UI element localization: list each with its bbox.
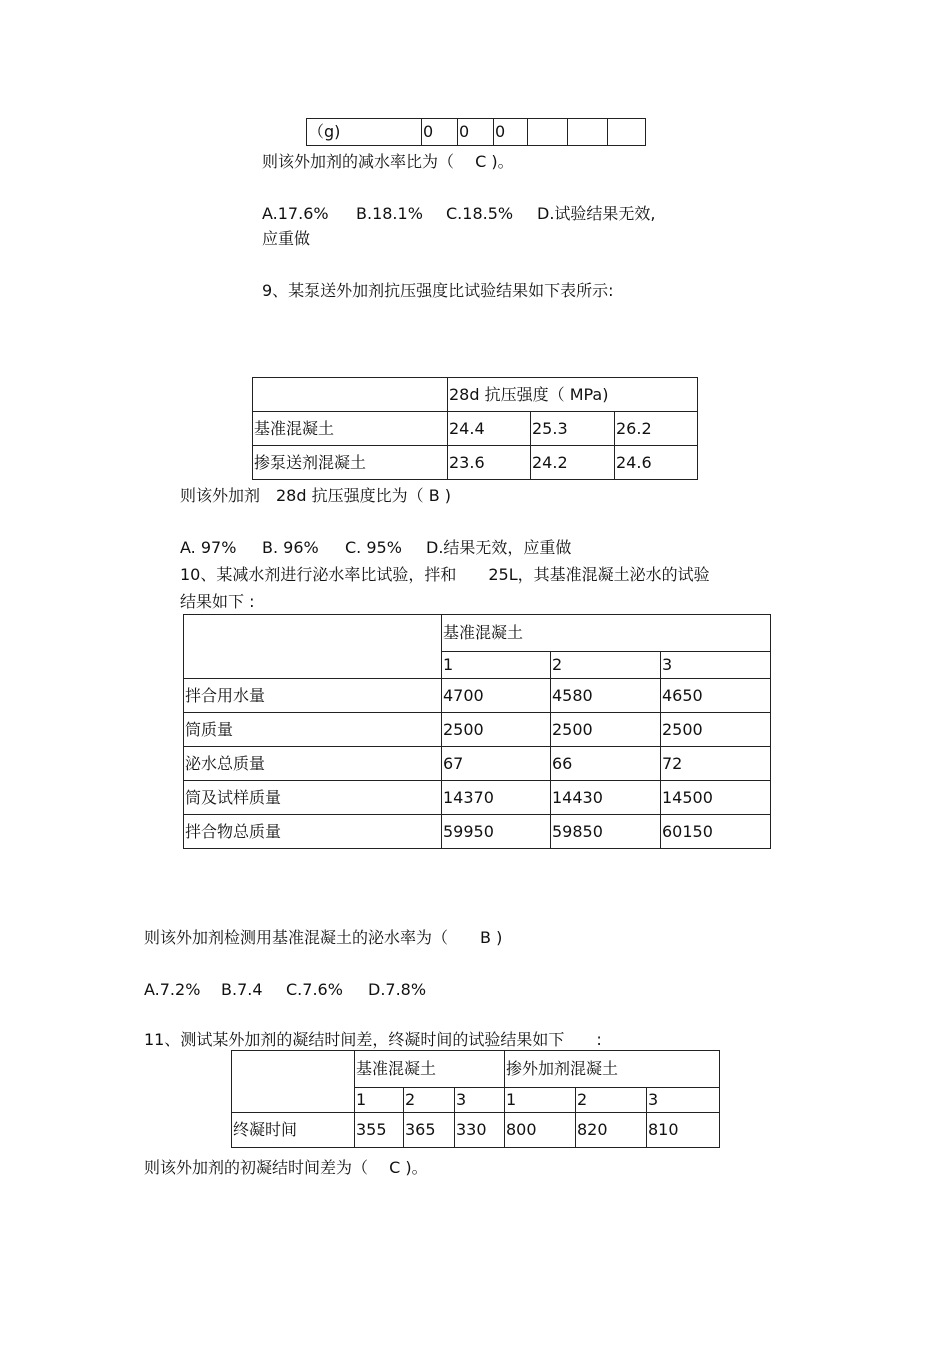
q9-option-a: A. 97% <box>180 538 237 557</box>
table-row <box>307 119 646 146</box>
table-cell: 67 <box>442 747 551 781</box>
row-label: 拌合物总质量 <box>184 815 442 849</box>
table-row <box>253 412 698 446</box>
table-row <box>184 615 771 652</box>
q10-option-a: A.7.2% <box>144 980 201 999</box>
column-header: 1 <box>505 1088 576 1113</box>
table-cell: 14500 <box>661 781 771 815</box>
table-cell: 4580 <box>551 679 661 713</box>
table-cell: 23.6 <box>448 446 531 480</box>
row-label: 拌合用水量 <box>184 679 442 713</box>
row-label: 基准混凝土 <box>253 412 448 446</box>
q10-option-c: C.7.6% <box>286 980 343 999</box>
q8-option-d-cont: 应重做 <box>262 229 311 248</box>
table-row <box>232 1051 720 1088</box>
table-cell: 14370 <box>442 781 551 815</box>
q9-table <box>252 377 698 480</box>
column-header: 3 <box>647 1088 720 1113</box>
q9-option-c: C. 95% <box>345 538 402 557</box>
table-row <box>184 781 771 815</box>
top-table-label: （g) <box>307 119 422 146</box>
column-header: 2 <box>404 1088 455 1113</box>
q11-table <box>231 1050 720 1148</box>
table-cell <box>528 119 568 146</box>
table-cell: 355 <box>355 1113 404 1148</box>
row-label: 终凝时间 <box>232 1113 355 1148</box>
table-cell: 0 <box>422 119 458 146</box>
table-row <box>184 815 771 849</box>
row-label: 掺泵送剂混凝土 <box>253 446 448 480</box>
table-cell: 2500 <box>661 713 771 747</box>
table-cell <box>253 378 448 412</box>
q10-question-line2: 结果如下 : <box>180 592 255 611</box>
top-table <box>306 118 646 146</box>
table-cell: 59850 <box>551 815 661 849</box>
q9-table-header: 28d 抗压强度（ MPa) <box>448 378 698 412</box>
q11-answer: 则该外加剂的初凝结时间差为（ C )。 <box>144 1158 428 1177</box>
table-cell: 14430 <box>551 781 661 815</box>
table-cell: 330 <box>455 1113 505 1148</box>
q10-group-header: 基准混凝土 <box>442 615 771 652</box>
table-row <box>184 679 771 713</box>
table-row <box>253 378 698 412</box>
q10-option-b: B.7.4 <box>221 980 263 999</box>
q8-option-c: C.18.5% <box>446 204 514 223</box>
table-cell: 800 <box>505 1113 576 1148</box>
table-row <box>232 1113 720 1148</box>
table-cell <box>184 615 442 679</box>
q10-option-d: D.7.8% <box>368 980 427 999</box>
table-row <box>253 446 698 480</box>
table-cell <box>608 119 646 146</box>
table-cell: 0 <box>494 119 528 146</box>
column-header: 1 <box>355 1088 404 1113</box>
table-cell: 72 <box>661 747 771 781</box>
table-row <box>184 747 771 781</box>
table-cell: 24.4 <box>448 412 531 446</box>
table-cell: 810 <box>647 1113 720 1148</box>
table-cell: 25.3 <box>531 412 615 446</box>
q10-answer: 则该外加剂检测用基准混凝土的泌水率为（ B ) <box>144 928 503 947</box>
table-cell: 2500 <box>551 713 661 747</box>
table-row <box>184 713 771 747</box>
table-cell: 66 <box>551 747 661 781</box>
table-cell: 24.6 <box>615 446 698 480</box>
table-cell: 2500 <box>442 713 551 747</box>
table-cell: 59950 <box>442 815 551 849</box>
q11-group-header-1: 基准混凝土 <box>355 1051 505 1088</box>
q10-table <box>183 614 771 849</box>
q8-option-d: D.试验结果无效, <box>537 204 656 223</box>
table-cell: 0 <box>458 119 494 146</box>
column-header: 3 <box>661 652 771 679</box>
column-header: 1 <box>442 652 551 679</box>
table-cell <box>232 1051 355 1113</box>
column-header: 2 <box>551 652 661 679</box>
q9-option-b: B. 96% <box>262 538 319 557</box>
table-cell <box>568 119 608 146</box>
q10-question-line1: 10、某减水剂进行泌水率比试验，拌和 25L，其基准混凝土泌水的试验 <box>180 565 710 584</box>
q11-group-header-2: 掺外加剂混凝土 <box>505 1051 720 1088</box>
table-cell: 4650 <box>661 679 771 713</box>
column-header: 2 <box>576 1088 647 1113</box>
q8-question: 则该外加剂的减水率比为（ C )。 <box>262 152 514 171</box>
row-label: 筒质量 <box>184 713 442 747</box>
table-cell: 4700 <box>442 679 551 713</box>
column-header: 3 <box>455 1088 505 1113</box>
q9-option-d: D.结果无效，应重做 <box>426 538 572 557</box>
table-cell: 60150 <box>661 815 771 849</box>
row-label: 筒及试样质量 <box>184 781 442 815</box>
q8-option-a: A.17.6% <box>262 204 329 223</box>
table-cell: 24.2 <box>531 446 615 480</box>
q8-option-b: B.18.1% <box>356 204 423 223</box>
table-cell: 820 <box>576 1113 647 1148</box>
table-cell: 365 <box>404 1113 455 1148</box>
table-cell: 26.2 <box>615 412 698 446</box>
q9-question: 9、某泵送外加剂抗压强度比试验结果如下表所示: <box>262 281 614 300</box>
q11-question: 11、测试某外加剂的凝结时间差，终凝时间的试验结果如下 : <box>144 1030 602 1049</box>
row-label: 泌水总质量 <box>184 747 442 781</box>
q9-answer: 则该外加剂 28d 抗压强度比为（ B ) <box>180 486 451 505</box>
